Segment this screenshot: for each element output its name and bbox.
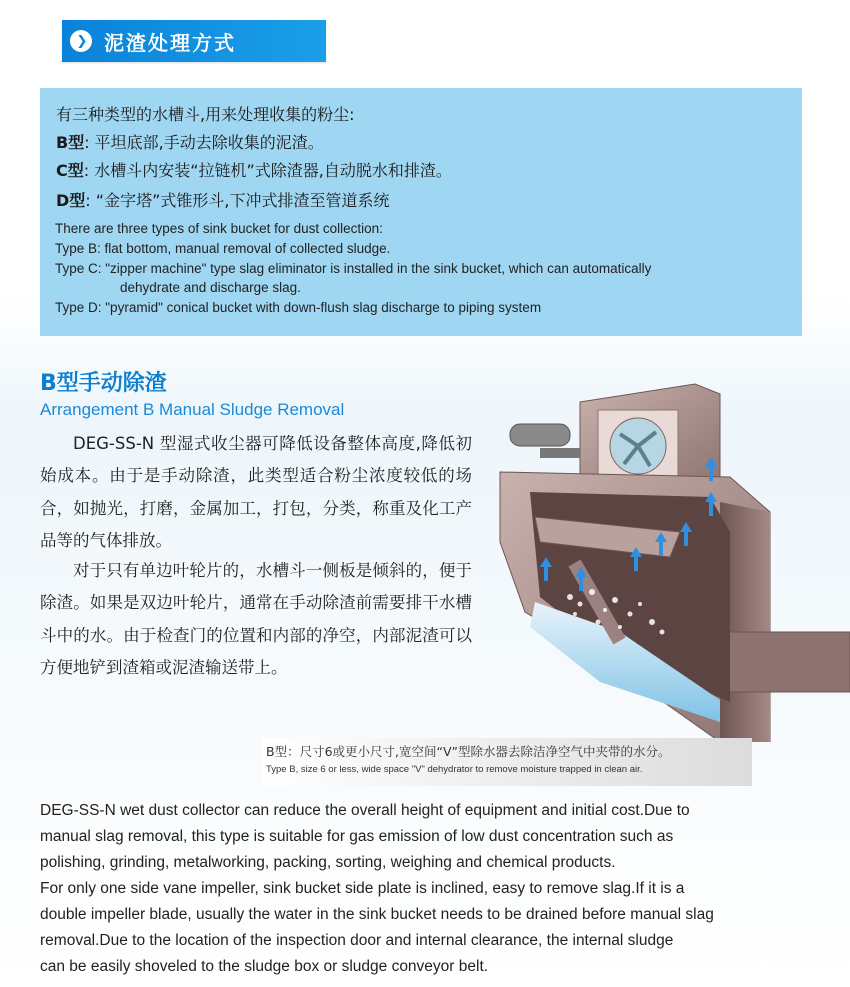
caption-en: Type B, size 6 or less, wide space "V" dehydrator to remove moisture trapped in clean air. bbox=[266, 764, 643, 775]
en-body-line: removal.Due to the location of the inspection door and internal clearance, the internal sludge bbox=[40, 932, 674, 949]
intro-cn-line-type-c: C型: 水槽斗内安装“拉链机”式除渣器,自动脱水和排渣。 bbox=[56, 161, 452, 180]
en-body-line: double impeller blade, usually the water in the sink bucket needs to be drained before manual slag bbox=[40, 906, 714, 923]
intro-en-line: There are three types of sink bucket for dust collection: bbox=[55, 221, 383, 236]
figure-caption bbox=[262, 738, 752, 786]
section-header-tab bbox=[62, 20, 326, 62]
section-subtitle: Arrangement B Manual Sludge Removal bbox=[40, 400, 345, 419]
intro-en-line: Type D: "pyramid" conical bucket with down-flush slag discharge to piping system bbox=[55, 300, 542, 315]
chevron-right-icon: ❯ bbox=[70, 30, 92, 52]
section-header-title: 泥渣处理方式 bbox=[104, 30, 236, 55]
intro-cn-line: 有三种类型的水槽斗,用来处理收集的粉尘: bbox=[56, 105, 355, 124]
en-body-line: polishing, grinding, metalworking, packing, sorting, weighing and chemical products. bbox=[40, 854, 616, 871]
en-body-line: For only one side vane impeller, sink bucket side plate is inclined, easy to remove slag.If it is a bbox=[40, 880, 685, 897]
intro-cn-line-type-d: D型: “金字塔”式锥形斗,下冲式排渣至管道系统 bbox=[56, 191, 390, 210]
dust-collector-illustration bbox=[480, 382, 850, 742]
intro-en-line: dehydrate and discharge slag. bbox=[120, 280, 301, 295]
section-title: B型手动除渣 bbox=[40, 371, 167, 396]
en-body-line: can be easily shoveled to the sludge box or sludge conveyor belt. bbox=[40, 958, 489, 975]
intro-box bbox=[40, 88, 802, 336]
en-body-line: DEG-SS-N wet dust collector can reduce the overall height of equipment and initial cost.Due to bbox=[40, 802, 690, 819]
intro-en-line: Type B: flat bottom, manual removal of collected sludge. bbox=[55, 241, 391, 256]
en-body-line: manual slag removal, this type is suitable for gas emission of low dust concentration such as bbox=[40, 828, 674, 845]
cn-paragraph-1: DEG-SS-N 型湿式收尘器可降低设备整体高度,降低初始成本。由于是手动除渣，此类型适合粉尘浓度较低的场合，如抛光，打磨，金属加工，打包，分类，称重及化工产品等的气体排放。 bbox=[40, 434, 472, 551]
intro-en-line: Type C: "zipper machine" type slag eliminator is installed in the sink bucket, which can automatically bbox=[55, 261, 652, 276]
cn-paragraph-2: 对于只有单边叶轮片的，水槽斗一侧板是倾斜的，便于除渣。如果是双边叶轮片，通常在手动除渣前需要排干水槽斗中的水。由于检查门的位置和内部的净空，内部泥渣可以方便地铲到渣箱或泥渣输送带上。 bbox=[40, 561, 472, 678]
caption-cn: B型：尺寸6或更小尺寸,宽空间“V”型除水器去除洁净空气中夹带的水分。 bbox=[266, 744, 671, 759]
intro-cn-line-type-b: B型: 平坦底部,手动去除收集的泥渣。 bbox=[56, 133, 324, 152]
